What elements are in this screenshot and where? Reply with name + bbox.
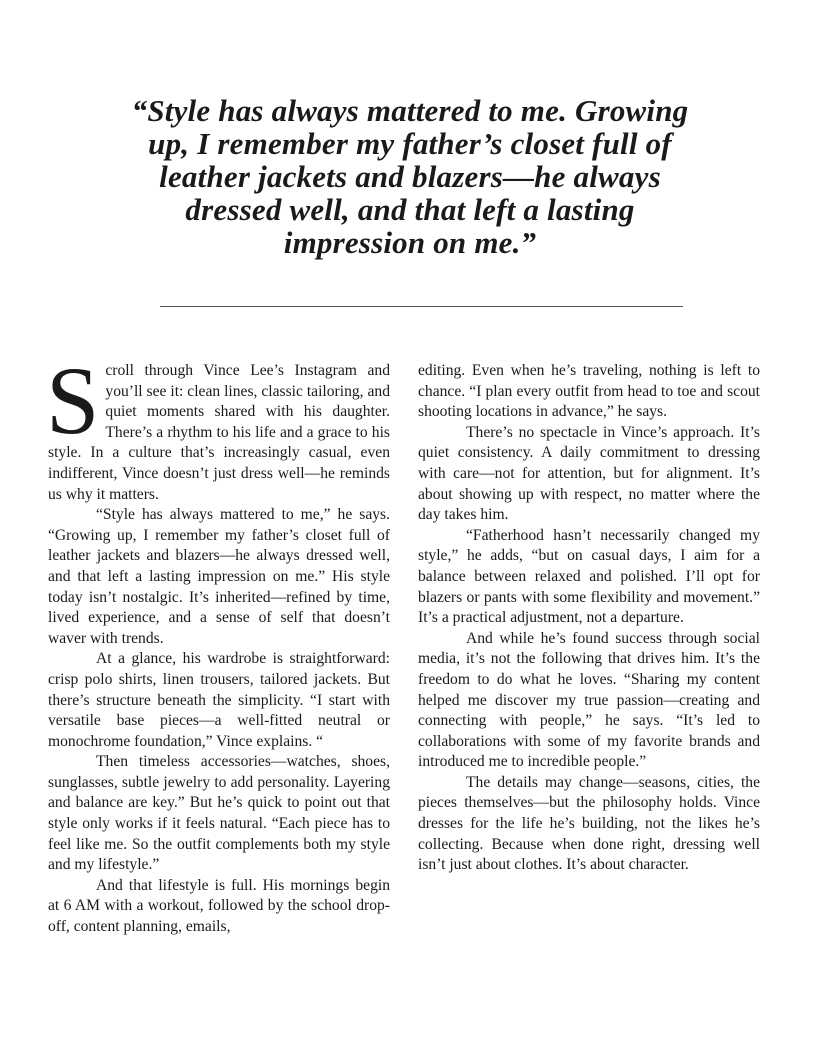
- article-paragraph: And while he’s found success through social media, it’s not the following that drives him. It’s the freedom to do what he loves. “Sharing my content helped me discover my true passion—creating and connecting with people,” he says. “It’s led to collaborations with some of my favorite brands and introduced me to incredible people.”: [418, 629, 760, 771]
- article-paragraph: “Style has always mattered to me,” he says. “Growing up, I remember my father’s closet full of leather jackets and blazers—he always dressed well, and that left a lasting impression on me.” His style today isn’t nostalgic. It’s inherited—refined by time, lived experience, and a sense of self that doesn’t waver with trends.: [48, 506, 390, 647]
- article-paragraph: [46, 347, 390, 505]
- article-paragraph: Then timeless accessories—watches, shoes, sunglasses, subtle jewelry to add personality. Layering and balance are key.” But he’s quick to point out that style only works if it feels natural. “Each piece has to feel like me. So the outfit complements both my style and my lifestyle.”: [48, 753, 390, 874]
- pull-quote-line: up, I remember my father’s closet full of: [148, 126, 672, 161]
- article-column-right: [418, 361, 760, 876]
- article-paragraph: editing. Even when he’s traveling, nothing is left to chance. “I plan every outfit from head to toe and scout shooting locations in advance,” he says.: [418, 362, 760, 421]
- drop-cap: S: [46, 347, 100, 454]
- paragraph-text: croll through Vince Lee’s Instagram and you’ll see it: clean lines, classic tailoring, and quiet moments shared with his daughter. There’s a rhythm to his life and a grace to his style. In a culture that’s increasingly casual, even indifferent, Vince doesn’t just dress well—he reminds us why it matters.: [48, 362, 390, 503]
- pull-quote-line: dressed well, and that left a lasting: [185, 192, 635, 227]
- divider-rule: [160, 306, 683, 307]
- article-paragraph: And that lifestyle is full. His mornings begin at 6 AM with a workout, followed by the school drop-off, content planning, emails,: [48, 876, 390, 936]
- article-paragraph: There’s no spectacle in Vince’s approach. It’s quiet consistency. A daily commitment to dressing with care—not for attention, but for alignment. It’s about showing up with respect, no matter where the day takes him.: [418, 423, 760, 524]
- pull-quote-line: leather jackets and blazers—he always: [159, 159, 661, 194]
- article-column-left: [46, 347, 390, 938]
- article-paragraph: “Fatherhood hasn’t necessarily changed my style,” he adds, “but on casual days, I aim for a balance between relaxed and polished. I’ll opt for blazers or pants with some flexibility and movement.” It’s a practical adjustment, not a departure.: [418, 526, 760, 627]
- article-paragraph: At a glance, his wardrobe is straightforward: crisp polo shirts, linen trousers, tailored jackets. But there’s structure beneath the simplicity. “I start with versatile base pieces—a well-fitted neutral or monochrome foundation,” Vince explains. “: [48, 650, 390, 750]
- pull-quote: [70, 94, 750, 259]
- pull-quote-line: impression on me.”: [283, 225, 537, 260]
- pull-quote-line: “Style has always mattered to me. Growing: [131, 93, 689, 128]
- article-paragraph: The details may change—seasons, cities, the pieces themselves—but the philosophy holds. Vince dresses for the life he’s building, not the likes he’s collecting. Because when done right, dressing well isn’t just about clothes. It’s about character.: [418, 773, 760, 874]
